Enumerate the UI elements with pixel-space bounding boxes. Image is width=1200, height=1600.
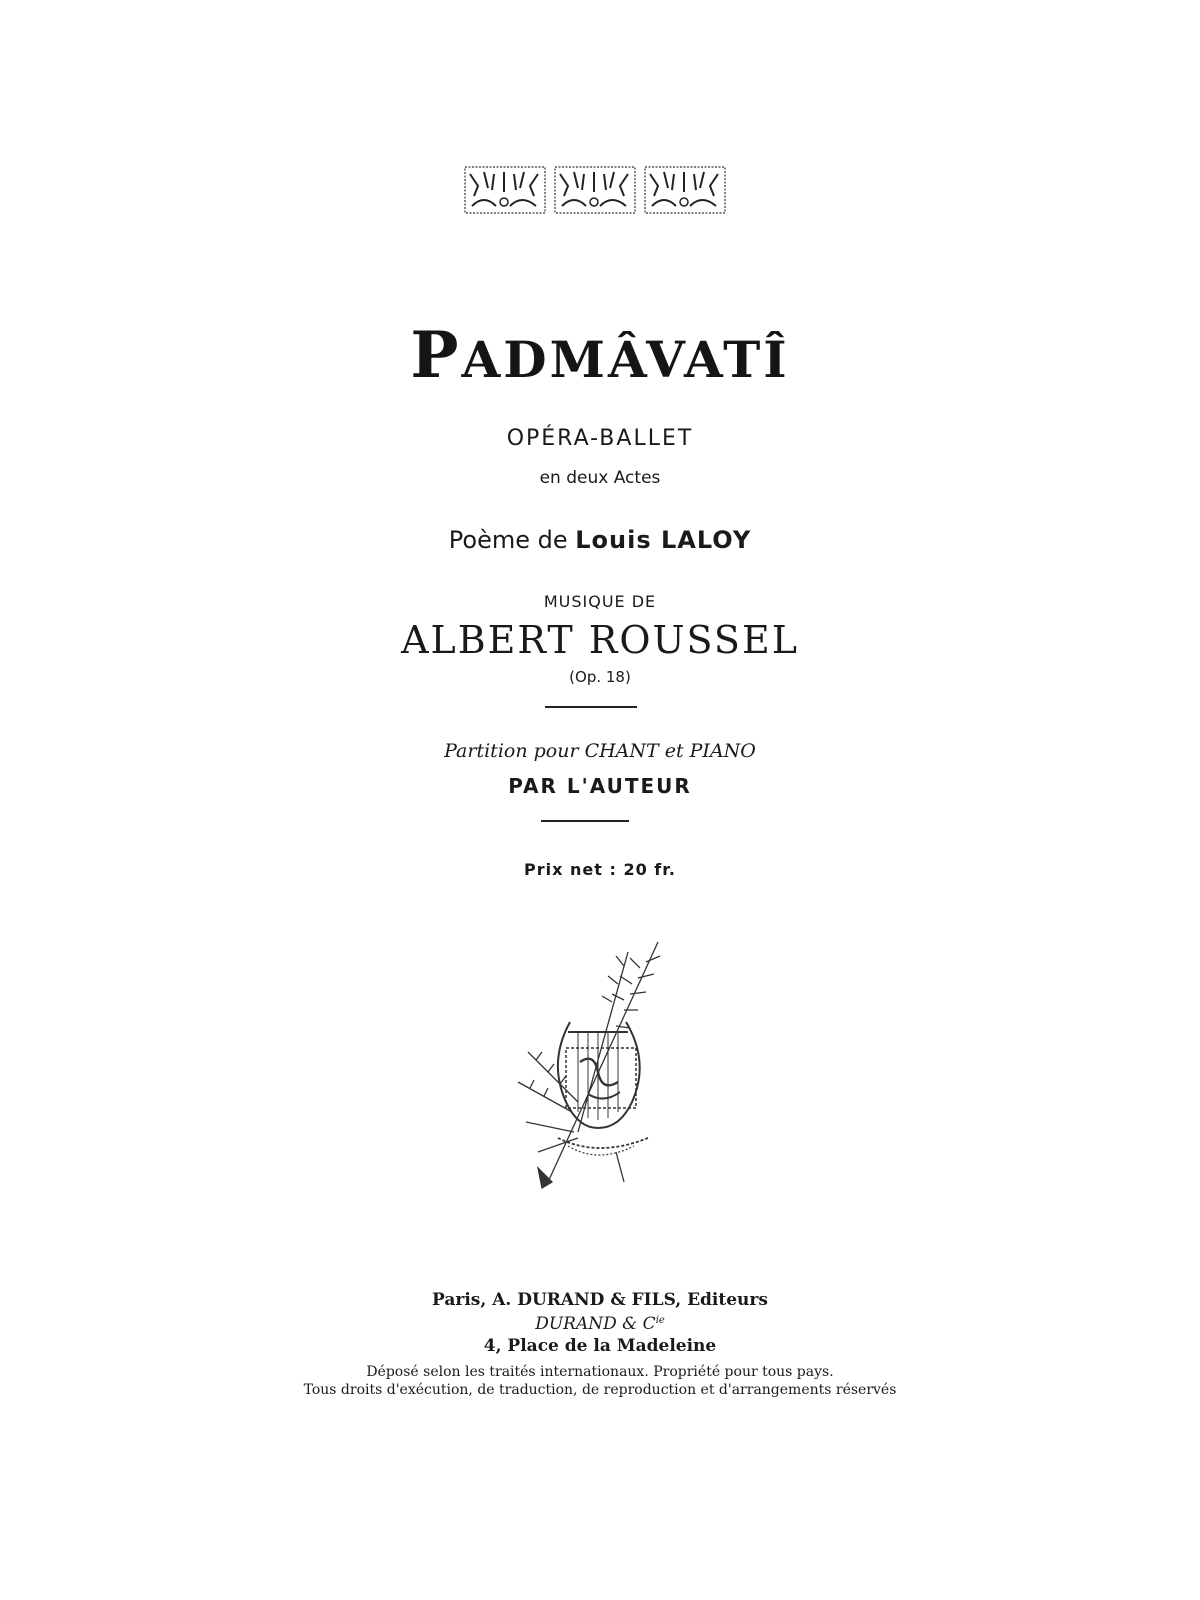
- divider-rule: [541, 820, 629, 822]
- publisher-address: 4, Place de la Madeleine: [483, 1336, 717, 1356]
- music-by-label: MUSIQUE DE: [543, 592, 657, 611]
- poem-credit: [0, 526, 1200, 554]
- publisher-company-main: DURAND & C: [535, 1314, 656, 1334]
- legal-notice-line-1: Déposé selon les traités internationaux. Propriété pour tous pays.: [366, 1364, 834, 1380]
- header-ornament: [464, 166, 726, 216]
- opus-number: (Op. 18): [569, 668, 631, 686]
- poem-prefix: Poème de: [448, 526, 568, 554]
- publisher-company-sup: ie: [655, 1315, 665, 1326]
- acts-count: en deux Actes: [539, 468, 661, 488]
- floral-ornament-icon: [554, 166, 636, 214]
- work-genre: OPÉRA-BALLET: [506, 426, 694, 451]
- divider-rule: [545, 706, 637, 708]
- arranger-credit: PAR L'AUTEUR: [508, 774, 692, 798]
- price-label: Prix net : 20 fr.: [524, 860, 676, 879]
- floral-ornament-icon: [464, 166, 546, 214]
- composer-name: ALBERT ROUSSEL: [401, 618, 799, 662]
- legal-notice-line-2: Tous droits d'exécution, de traduction, de reproduction et d'arrangements réservés: [303, 1382, 897, 1398]
- floral-ornament-icon: [644, 166, 726, 214]
- title-rest: ADMÂVATÎ: [461, 330, 790, 389]
- title-first-letter: P: [410, 318, 462, 393]
- publisher-company: [0, 1314, 1200, 1334]
- score-type: Partition pour CHANT et PIANO: [444, 740, 756, 762]
- lyre-laurel-emblem-icon: [508, 932, 678, 1192]
- work-title: [0, 318, 1200, 393]
- publisher-name: Paris, A. DURAND & FILS, Editeurs: [432, 1290, 768, 1310]
- poet-name: Louis LALOY: [575, 526, 752, 554]
